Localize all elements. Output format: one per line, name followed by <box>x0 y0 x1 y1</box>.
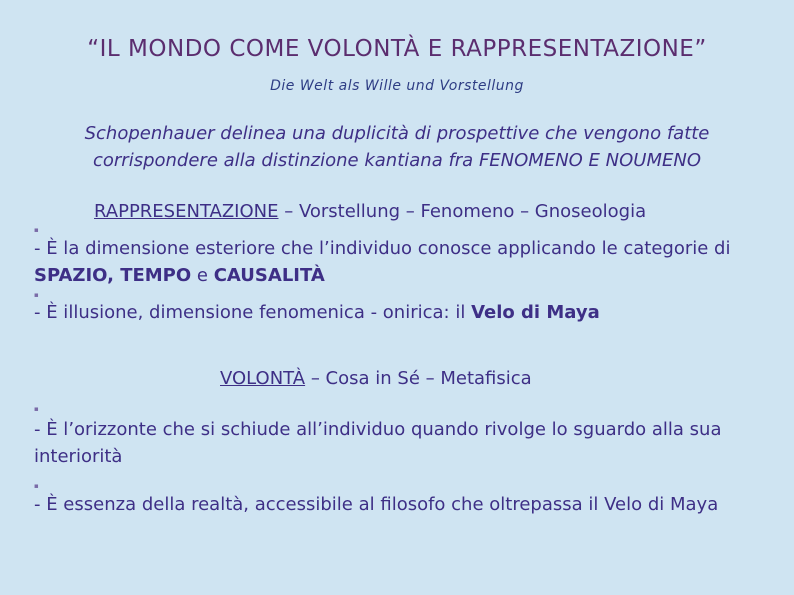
rappresentazione-paragraph-1 <box>34 235 779 289</box>
intro-text <box>0 120 794 174</box>
rappresentazione-rest: – Vorstellung – Fenomeno – Gnoseologia <box>278 201 647 222</box>
para-text: - È la dimensione esteriore che l’individuo conosce applicando le categorie di <box>34 238 731 259</box>
volonta-key: VOLONTÀ <box>220 368 306 389</box>
para-bold: SPAZIO, TEMPO <box>34 265 192 286</box>
bullet-dot: ▪ <box>34 291 39 299</box>
volonta-paragraph-1: - È l’orizzonte che si schiude all’individuo quando rivolge lo sguardo alla sua interiorità <box>34 419 722 467</box>
rappresentazione-heading <box>94 201 646 222</box>
page-title: “IL MONDO COME VOLONTÀ E RAPPRESENTAZIONE” <box>87 36 707 62</box>
para-text: - È illusione, dimensione fenomenica - onirica: il <box>34 302 472 323</box>
volonta-rest: – Cosa in Sé – Metafisica <box>305 368 532 389</box>
rappresentazione-key: RAPPRESENTAZIONE <box>94 201 279 222</box>
para-bold: Velo di Maya <box>471 302 600 323</box>
volonta-paragraph-2: - È essenza della realtà, accessibile al filosofo che oltrepassa il Velo di Maya <box>34 494 719 515</box>
bullet-dot: ▪ <box>34 226 39 234</box>
para-text: e <box>191 265 214 286</box>
intro-line-2: corrispondere alla distinzione kantiana fra FENOMENO E NOUMENO <box>92 150 701 171</box>
para-bold: CAUSALITÀ <box>213 265 325 286</box>
page-subtitle: Die Welt als Wille und Vorstellung <box>270 78 524 94</box>
volonta-heading <box>220 368 532 389</box>
intro-line-1: Schopenhauer delinea una duplicità di prospettive che vengono fatte <box>84 123 710 144</box>
rappresentazione-paragraph-2 <box>34 299 779 326</box>
bullet-dot: ▪ <box>34 482 39 490</box>
bullet-dot: ▪ <box>34 405 39 413</box>
